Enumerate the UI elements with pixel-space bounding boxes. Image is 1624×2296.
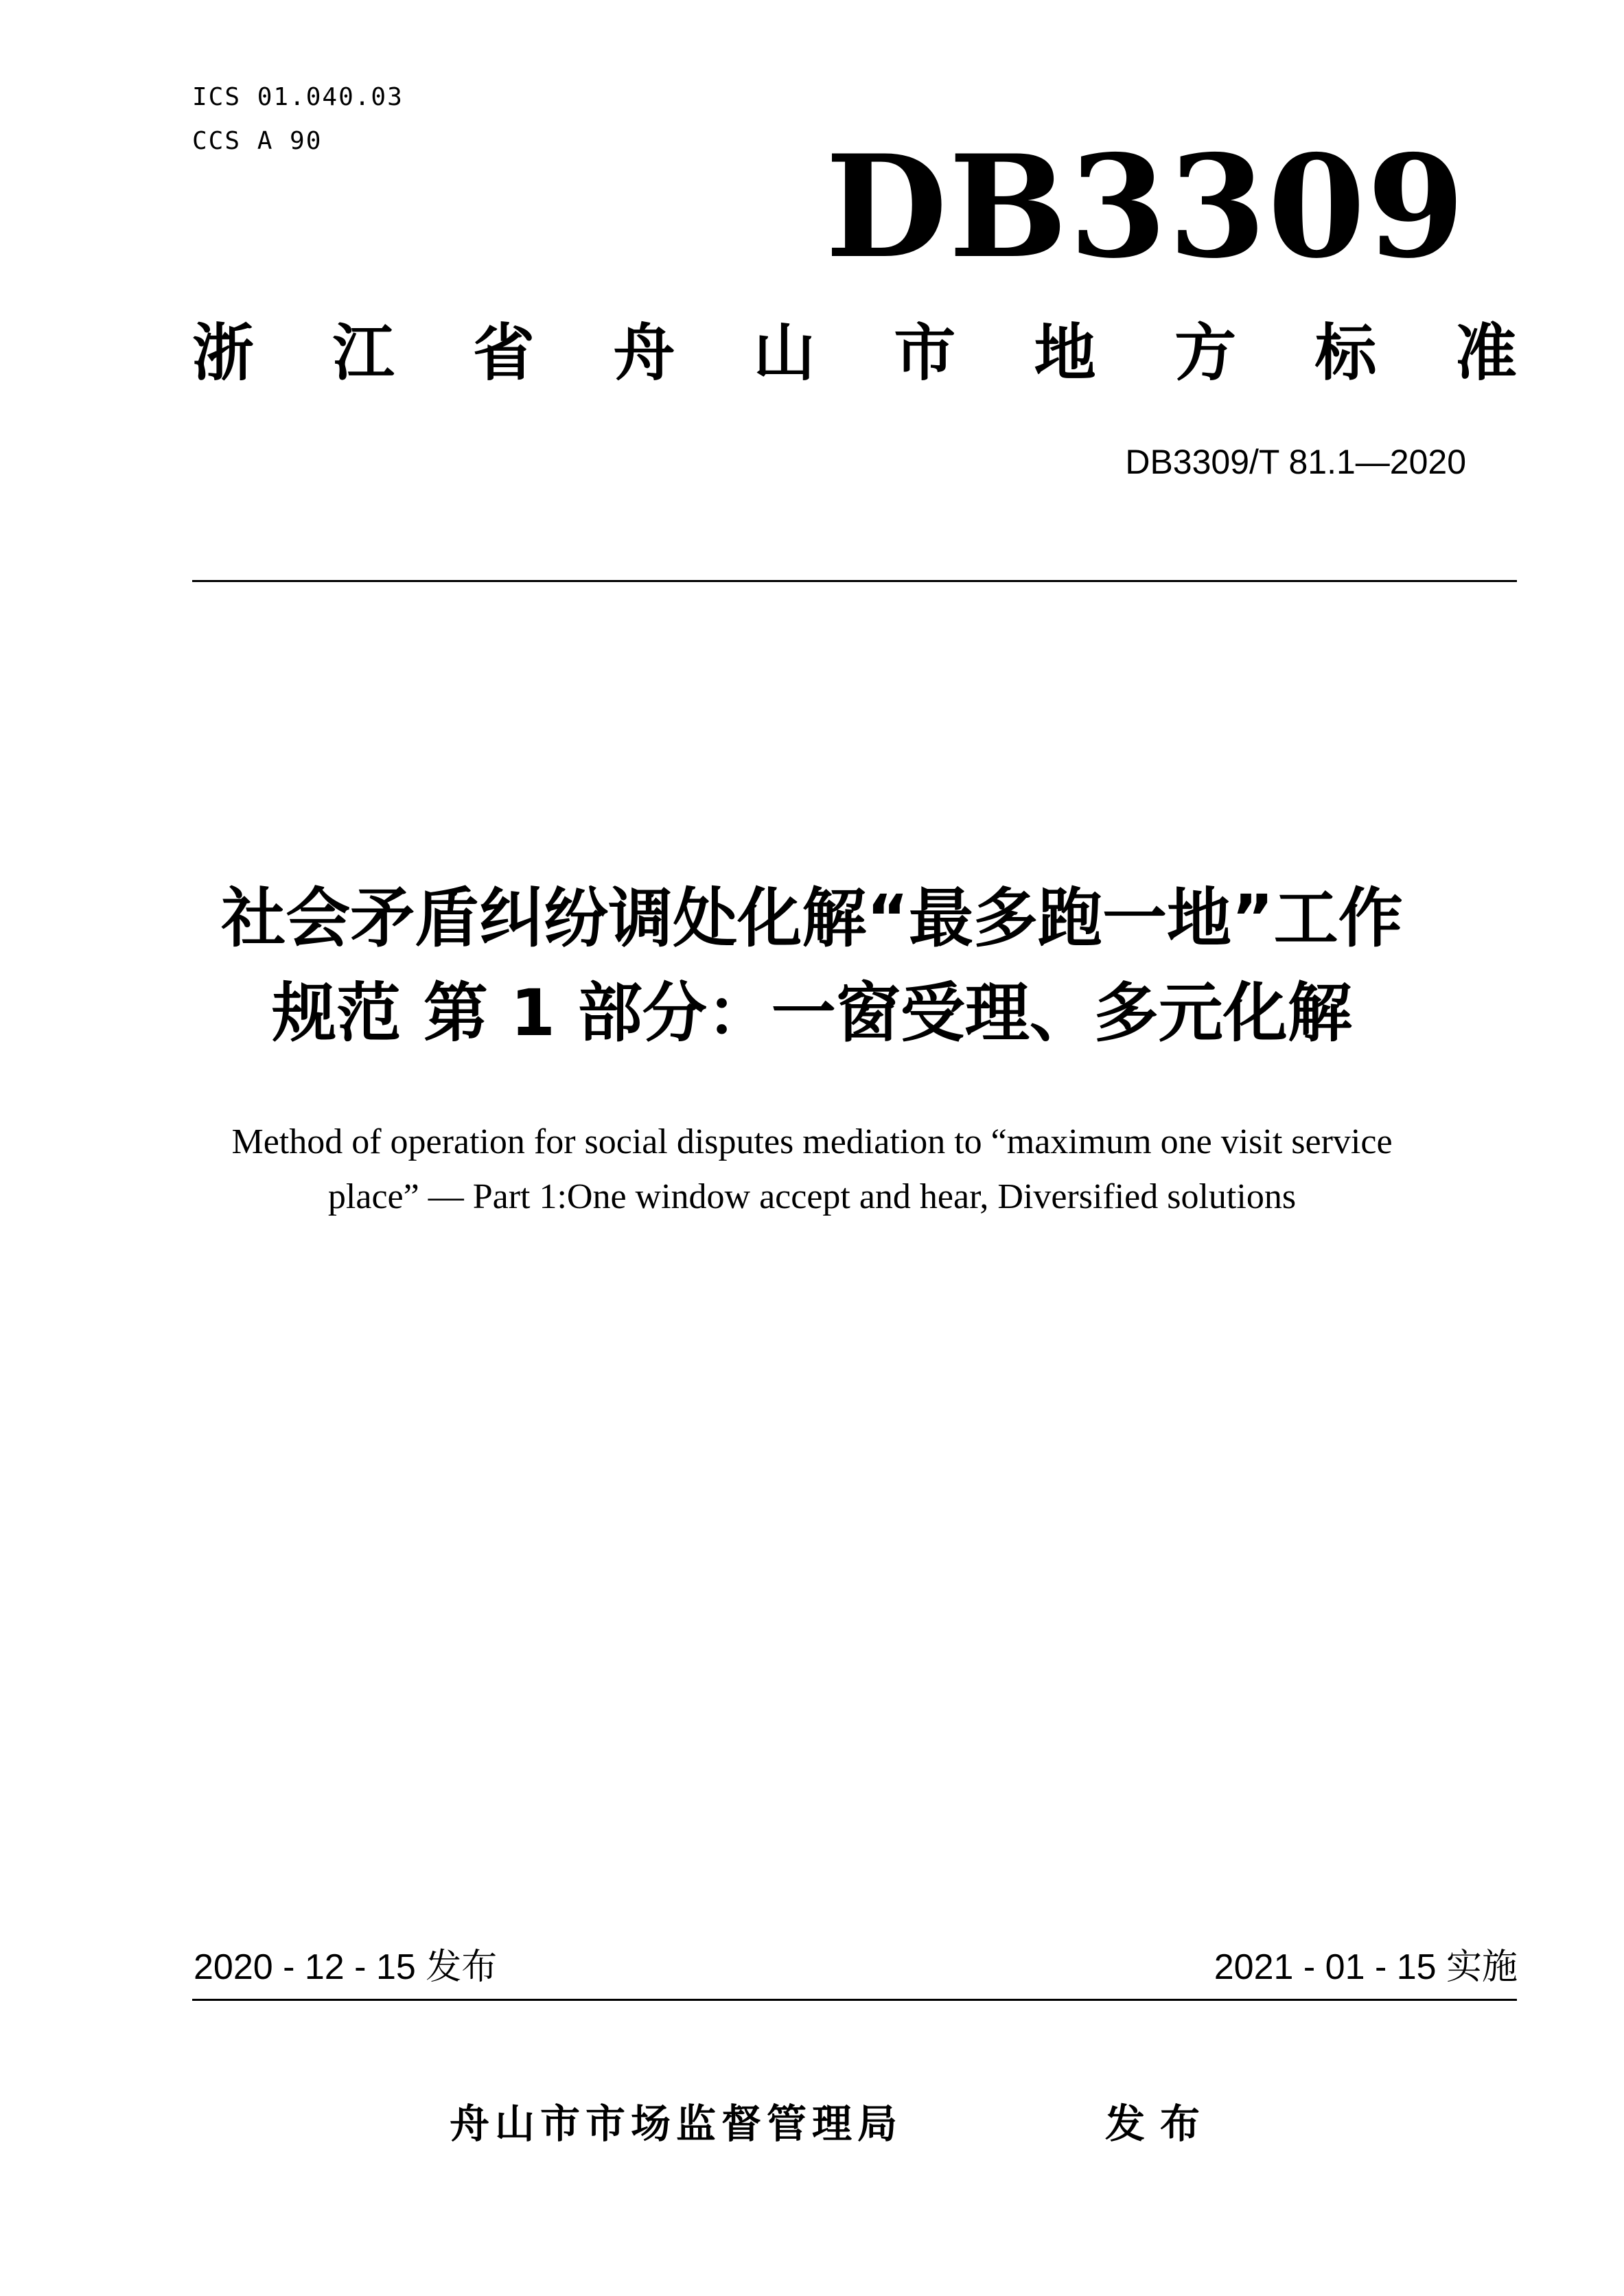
standard-type-char: 标 <box>1314 317 1377 389</box>
standard-type-char: 浙 <box>192 317 254 389</box>
header-divider <box>192 580 1517 582</box>
footer-divider <box>192 1999 1517 2001</box>
standard-type-char: 方 <box>1174 317 1237 389</box>
title-chinese-line-2: 规范 第 1 部分：一窗受理、多元化解 <box>272 976 1352 1051</box>
title-english-line-2: place” — Part 1:One window accept and hear, Diversified solutions <box>327 1177 1297 1216</box>
standard-type-char: 山 <box>753 317 815 389</box>
issuer-name: 舟山市市场监督管理局 <box>450 2100 903 2147</box>
ccs-code: CCS A 90 <box>192 127 323 155</box>
standard-type-char: 省 <box>472 317 535 389</box>
implementation-date: 2021 - 01 - 15 实施 <box>1214 1947 1518 1987</box>
standard-type-heading <box>192 317 1517 389</box>
standard-type-char: 地 <box>1034 317 1096 389</box>
issuer-action: 发布 <box>1105 2100 1216 2147</box>
standard-type-char: 江 <box>332 317 395 389</box>
standard-type-char: 舟 <box>613 317 675 389</box>
standard-type-char: 准 <box>1454 317 1517 389</box>
standard-number: DB3309/T 81.1—2020 <box>1125 443 1466 481</box>
issue-date: 2020 - 12 - 15 发布 <box>194 1947 498 1987</box>
standard-type-char: 市 <box>894 317 956 389</box>
title-english-line-1: Method of operation for social disputes mediation to “maximum one visit service <box>231 1122 1393 1161</box>
title-chinese-line-1: 社会矛盾纠纷调处化解“最多跑一地”工作 <box>221 881 1403 956</box>
standard-code-large: DB3309 <box>825 125 1466 290</box>
ics-code: ICS 01.040.03 <box>192 83 404 111</box>
